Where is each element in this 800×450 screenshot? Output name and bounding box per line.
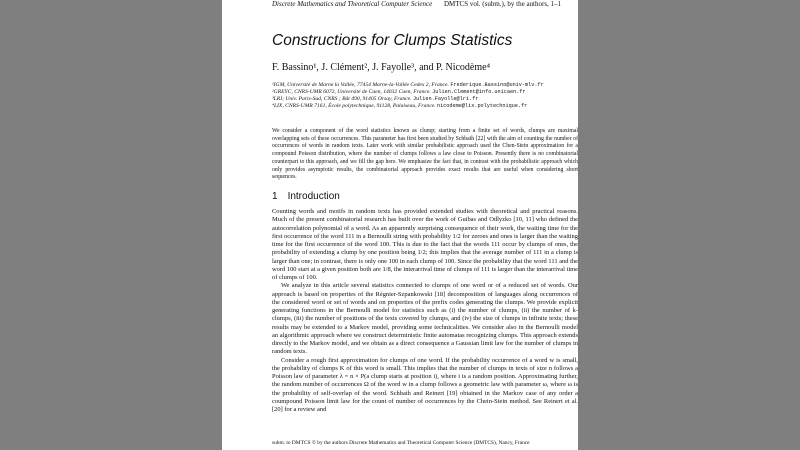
email-link[interactable]: nicodeme@lix.polytechnique.fr xyxy=(436,103,528,109)
paper-title: Constructions for Clumps Statistics xyxy=(272,32,513,49)
affiliation-2: ²GREYC, CNRS-UMR 6072, Université de Caen, 14032 Caen, France. Julien.Clement@info.unicaen.fr xyxy=(272,89,526,95)
email-link[interactable]: Julien.Clement@info.unicaen.fr xyxy=(432,89,526,95)
running-head xyxy=(272,0,572,8)
journal-name: Discrete Mathematics and Theoretical Computer Science xyxy=(272,0,433,8)
affiliations xyxy=(272,82,578,110)
author-list: F. Bassino¹, J. Clément², J. Fayolle³, and P. Nicodème⁴ xyxy=(272,62,491,73)
paragraph: Counting words and motifs in random texts has provided extended studies with theoretical and practical reasons. Much of the present combinatorial research has built over the work of Guibas and Odlyzko [10, 11] who defined the autocorrelation polynomial of a word. As an apparently surprising consequence of their work, the waiting time for the first occurrence of the word 111 in a Bernoulli string with probability 1/2 for zeroes and ones is larger than the waiting time for the first occurrence of the word 100. This is due to the fact that the words 111 occur by clumps of ones, the probability of extending a clump by one position being 1/2; this implies that the average number of 111 in a clump is larger than one; in contrast, there is only one 100 in each clump of 100. Since the probability that the word 111 and the word 100 start at a given position both are 1/8, the interarrival time of clumps of 111 is larger than the interarrival time of clumps of 100. xyxy=(272,208,578,281)
affiliation-3: ³LRI; Univ. Paris-Sud, CNRS ; Bât 490, 91405 Orsay, France. Julien.Fayolle@lri.fr xyxy=(272,96,479,102)
affiliation-4: ⁴LIX, CNRS-UMR 7161, École polytechnique, 91128, Palaiseau, France. nicodeme@lix.polytechnique.fr xyxy=(272,103,528,109)
email-link[interactable]: Frederique.Bassino@univ-mlv.fr xyxy=(450,82,544,88)
page-footer: subm. to DMTCS © by the authors Discrete Mathematics and Theoretical Computer Science (DMTCS), Nancy, France xyxy=(272,440,530,446)
paragraph: We analyze in this article several statistics connected to clumps of one word or of a reduced set of words. Our approach is based on properties of the Régnier-Szpankowski [18] decomposition of languages along occurrences of the considered word or set of words and on properties of the prefix codes generating the clumps. We provide explicit generating functions in the Bernoulli model for statistics such as (i) the number of clumps, (ii) the number of k-clumps, (iii) the number of positions of the texts covered by clumps, and (iv) the size of clumps in infinite texts; these results may be extended to a Markov model, providing some technicalities. We consider also in the Bernoulli model an algorithmic approach where we construct deterministic finite automatas recognizing clumps. This approach extends directly to the Markov model, and we obtain as a direct consequence a Gaussian limit law for the number of clumps in random texts. xyxy=(272,282,578,356)
email-link[interactable]: Julien.Fayolle@lri.fr xyxy=(412,96,479,102)
affiliation-1: ¹IGM, Université de Marne la Vallée, 77454 Marne-la-Vallée Cedex 2, France. Frederique.Bassino@univ-mlv.fr xyxy=(272,82,544,88)
section-heading xyxy=(272,191,340,202)
section-number: 1 xyxy=(272,191,278,202)
paper-page xyxy=(222,0,578,450)
abstract: We consider a component of the word statistics known as clump; starting from a finite set of words, clumps are maximal overlapping sets of these occurrences. This parameter has first been studied by Schbath [22] with the aim of counting the number of occurrences of words in random texts. Later work with similar probabilistic approach used the Chen-Stein approximation for a compound Poisson distribution, where the number of clumps follows a law close to Poisson. Presently there is no combinatorial counterpart to this approach, and we fill the gap here. We emphasize the fact that, in contrast with the probabilistic approach which only provides asymptotic results, the combinatorial approach provides exact results that are useful when considering short sequences. xyxy=(272,128,578,181)
section-title: Introduction xyxy=(287,191,340,202)
body-text xyxy=(272,208,578,414)
volume-info: DMTCS vol. (subm.), by the authors, 1–1 xyxy=(444,0,562,8)
paragraph: Consider a rough first approximation for clumps of one word. If the probability occurrence of a word w is small, the probability of clumps K of this word is small. This implies that the number of clumps in texts of size n follows a Poisson law of parameter λ = n × P(a clump starts at position i), where i is a random position. Approximating further, the random number of occurrences Ω of the word w in a clump follows a geometric law with parameter ω, where ω is the probability of self-overlap of the word. Schbath and Reinert [19] obtained in the Markov case of any order a coumpound Poisson limit law for the count of number of occurrences by the Chein-Stein method. See Reinert et al. [20] for a review and xyxy=(272,356,578,413)
